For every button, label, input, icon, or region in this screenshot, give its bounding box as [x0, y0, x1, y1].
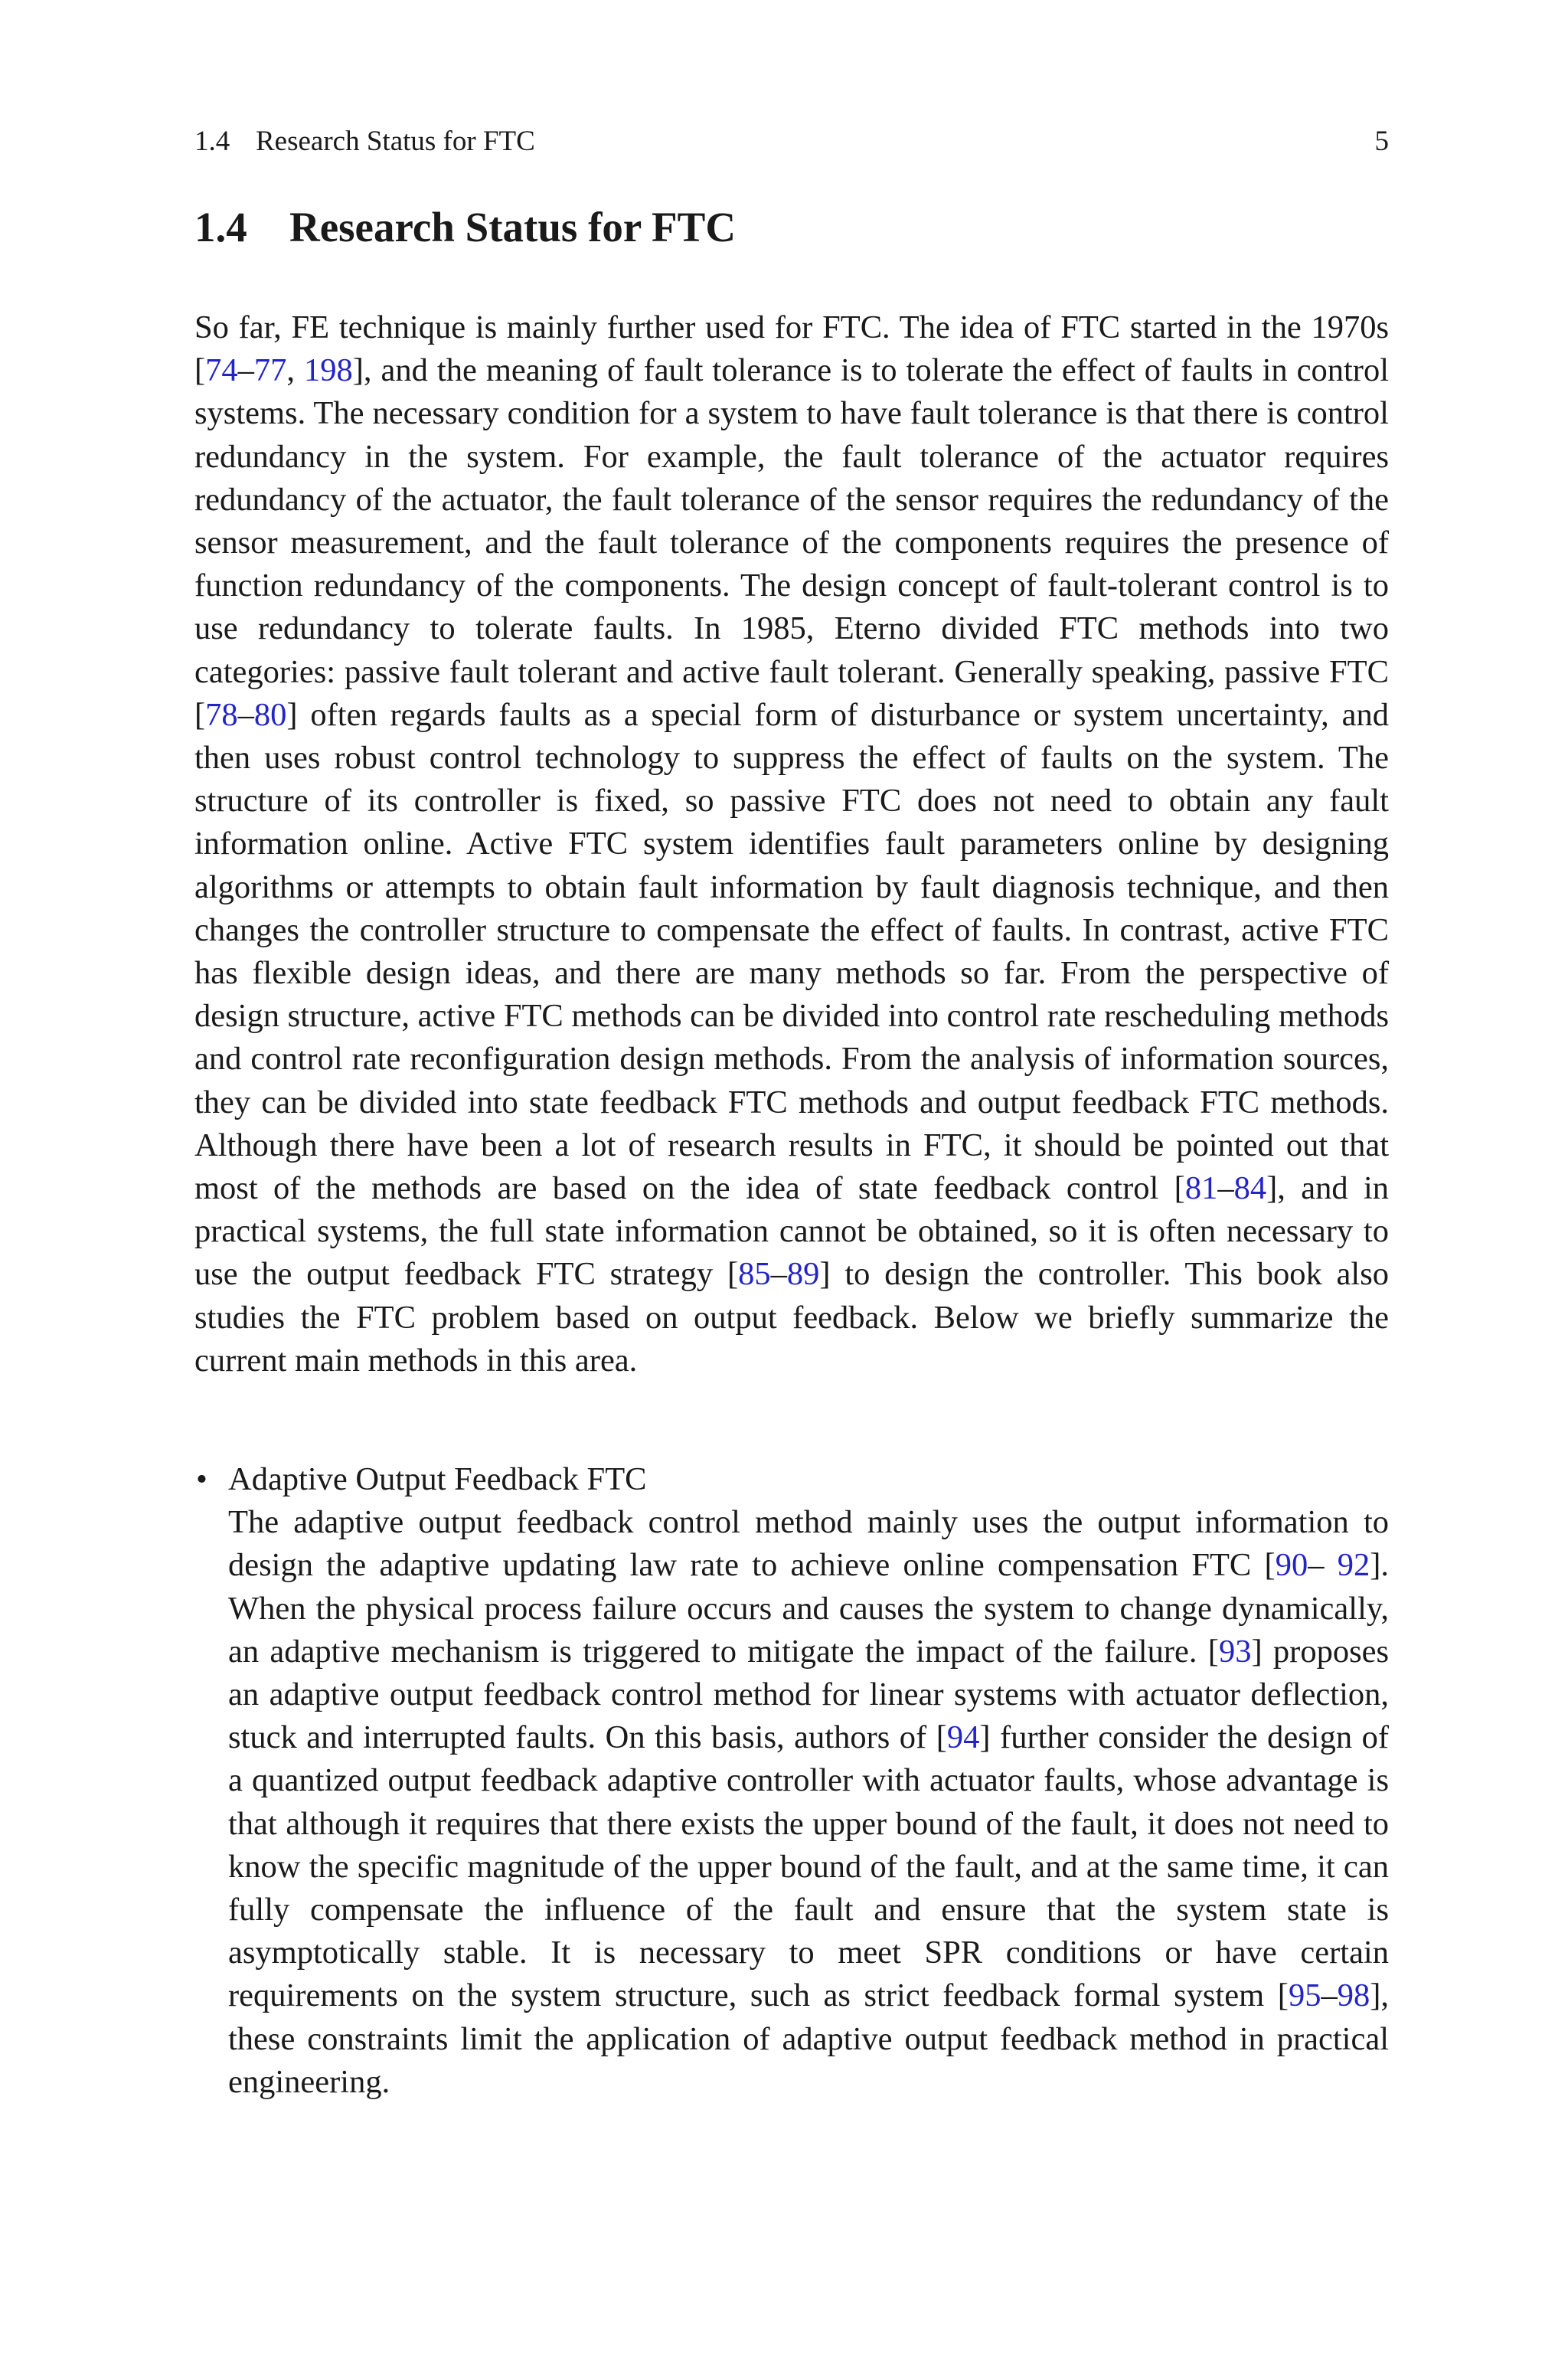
citation-link[interactable]: 84 — [1233, 1170, 1267, 1207]
citation-link[interactable]: 80 — [253, 696, 287, 733]
section-heading-number: 1.4 — [194, 204, 247, 250]
page-number: 5 — [1374, 126, 1389, 157]
text-run: ] to design the controller. This book also studies the FTC problem based on output feedback. Below we briefly summarize the current main methods in this area. — [194, 1256, 1389, 1379]
text-run: ], these constraints limit the application of adaptive output feedback method in practical engineering. — [228, 1977, 1389, 2100]
text-run: ]. When the physical process failure occurs and causes the system to change dynamically, an adaptive mechanism is triggered to mitigate the impact of the failure. [ — [228, 1547, 1389, 1670]
body-paragraph — [194, 306, 1389, 1382]
text-run: – — [1308, 1547, 1338, 1584]
text-run: – — [1321, 1977, 1338, 2014]
bullet-title: Adaptive Output Feedback FTC — [228, 1461, 647, 1497]
citation-link[interactable]: 90 — [1275, 1547, 1308, 1584]
text-run: ] proposes an adaptive output feedback control method for linear systems with actuator deflection, stuck and interrupted faults. On this basis, authors of [ — [228, 1633, 1390, 1756]
citation-link[interactable]: 198 — [304, 352, 353, 389]
text-run: ], and the meaning of fault tolerance is to tolerate the effect of faults in control systems. The necessary condition for a system to have fault tolerance is that there is control redundancy in the system. For example, the fault tolerance of the actuator requires redundancy of the actuator, the fault tolerance of the sensor requires the redundancy of the sensor measurement, and the fault tolerance of the components requires the presence of function redundancy of the components. The design concept of fault-tolerant control is to use redundancy to tolerate faults. In 1985, Eterno divided FTC methods into two categories: passive fault tolerant and active fault tolerant. Generally speaking, passive FTC [ — [194, 352, 1390, 733]
text-run: ], and in practical systems, the full state information cannot be obtained, so it is often necessary to use the output feedback FTC strategy [ — [194, 1170, 1389, 1293]
text-run: – — [1217, 1170, 1234, 1207]
text-run: – — [237, 352, 254, 389]
text-run: ] often regards faults as a special form of disturbance or system uncertainty, and then uses robust control technology to suppress the effect of faults on the system. The structure of its controller is fixed, so passive FTC does not need to obtain any fault information online. Active FTC system identifies fault parameters online by designing algorithms or attempts to obtain fault information by fault diagnosis technique, and then changes the controller structure to compensate the effect of faults. In contrast, active FTC has flexible design ideas, and there are many methods so far. From the perspective of design structure, active FTC methods can be divided into control rate rescheduling methods and control rate reconfiguration design methods. From the analysis of information sources, they can be divided into state feedback FTC methods and output feedback FTC methods. Although there have been a lot of research results in FTC, it should be pointed out that most of the methods are based on the idea of state feedback control [ — [194, 696, 1389, 1207]
citation-link[interactable]: 85 — [738, 1256, 771, 1293]
citation-link[interactable]: 77 — [253, 352, 287, 389]
bullet-item — [194, 1458, 1389, 2104]
text-run: So far, FE technique is mainly further used for FTC. The idea of FTC started in the 1970s [ — [194, 309, 1389, 389]
text-run: ] further consider the design of a quantized output feedback adaptive controller with actuator faults, whose advantage is that although it requires that there exists the upper bound of the fault, it does not need to know the specific magnitude of the upper bound of the fault, and at the same time, it can fully compensate the influence of the fault and ensure that the system state is asymptotically stable. It is necessary to meet SPR conditions or have certain requirements on the system structure, such as strict feedback formal system [ — [228, 1719, 1390, 2014]
citation-link[interactable]: 78 — [205, 696, 238, 733]
section-heading-title: Research Status for FTC — [289, 204, 737, 250]
citation-link[interactable]: 74 — [205, 352, 238, 389]
text-run: – — [237, 696, 254, 733]
citation-link[interactable]: 98 — [1337, 1977, 1370, 2014]
citation-link[interactable]: 95 — [1288, 1977, 1321, 2014]
running-head-section-title: Research Status for FTC — [256, 126, 535, 157]
citation-link[interactable]: 89 — [786, 1256, 820, 1293]
text-run: – — [770, 1256, 787, 1293]
text-run: , — [286, 352, 305, 389]
bullet-heading — [194, 1458, 1389, 1501]
citation-link[interactable]: 92 — [1337, 1547, 1370, 1584]
bullet-paragraph — [194, 1501, 1389, 2104]
running-head-section-number: 1.4 — [194, 126, 230, 157]
section-heading — [194, 201, 736, 254]
bullet-icon: • — [196, 1461, 207, 1497]
citation-link[interactable]: 93 — [1218, 1633, 1252, 1670]
citation-link[interactable]: 94 — [946, 1719, 980, 1756]
text-run: The adaptive output feedback control method mainly uses the output information to design the adaptive updating law rate to achieve online compensation FTC [ — [228, 1504, 1389, 1584]
citation-link[interactable]: 81 — [1184, 1170, 1218, 1207]
